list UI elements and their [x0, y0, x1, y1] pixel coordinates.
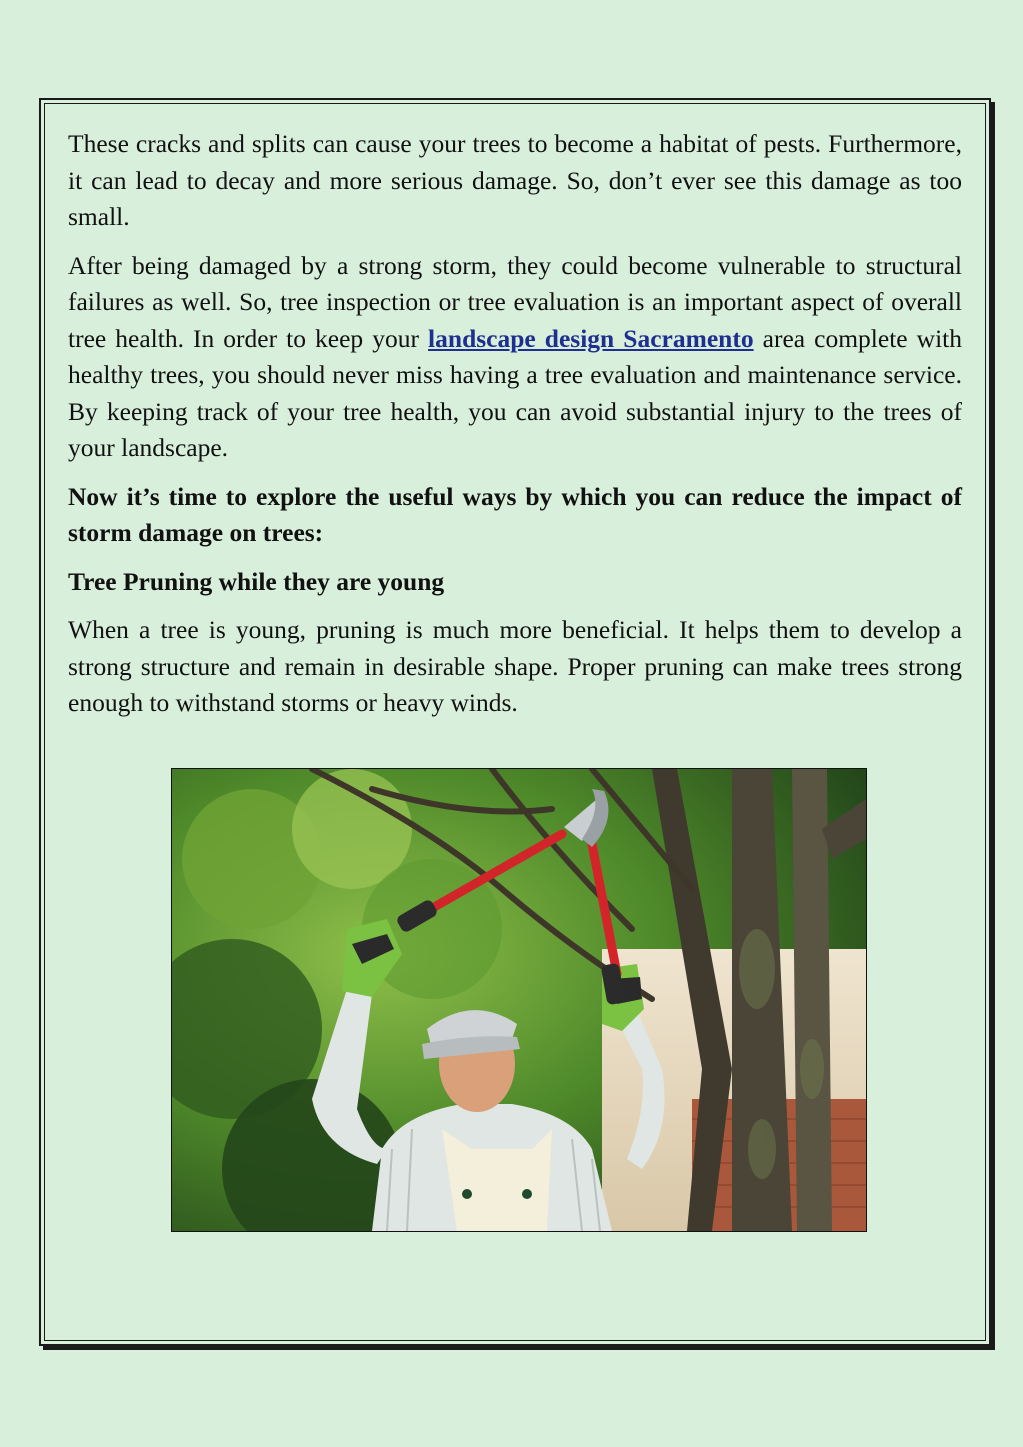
subheading-tree-pruning: Tree Pruning while they are young: [68, 566, 445, 596]
section-intro-heading: Now it’s time to explore the useful ways by which you can reduce the impact of storm damage on trees:: [68, 481, 962, 547]
paragraph-storm-damage-text-2: area complete with healthy trees, you should never miss having a tree evaluation and maintenance service. By keeping track of your tree health, you can avoid substantial injury to the trees of your landscape.: [68, 323, 962, 462]
paragraph-cracks-and-splits: These cracks and splits can cause your trees to become a habitat of pests. Furthermore, it can lead to decay and more serious damage. So, don’t ever see this damage as too small.: [68, 129, 962, 231]
paragraph-storm-damage-text-1: After being damaged by a strong storm, they could become vulnerable to structural failures as well. So, tree inspection or tree evaluation is an important aspect of overall tree health. In order to keep your: [68, 250, 962, 353]
paragraph-pruning: When a tree is young, pruning is much more beneficial. It helps them to develop a strong structure and remain in desirable shape. Proper pruning can make trees strong enough to withstand storms or heavy winds.: [68, 615, 962, 717]
article-content: [68, 126, 962, 734]
landscape-design-link[interactable]: landscape design Sacramento: [428, 323, 754, 353]
tree-pruning-illustration: [172, 769, 866, 1231]
paragraph-storm-damage: [68, 248, 962, 467]
tree-pruning-photo: [171, 768, 867, 1232]
